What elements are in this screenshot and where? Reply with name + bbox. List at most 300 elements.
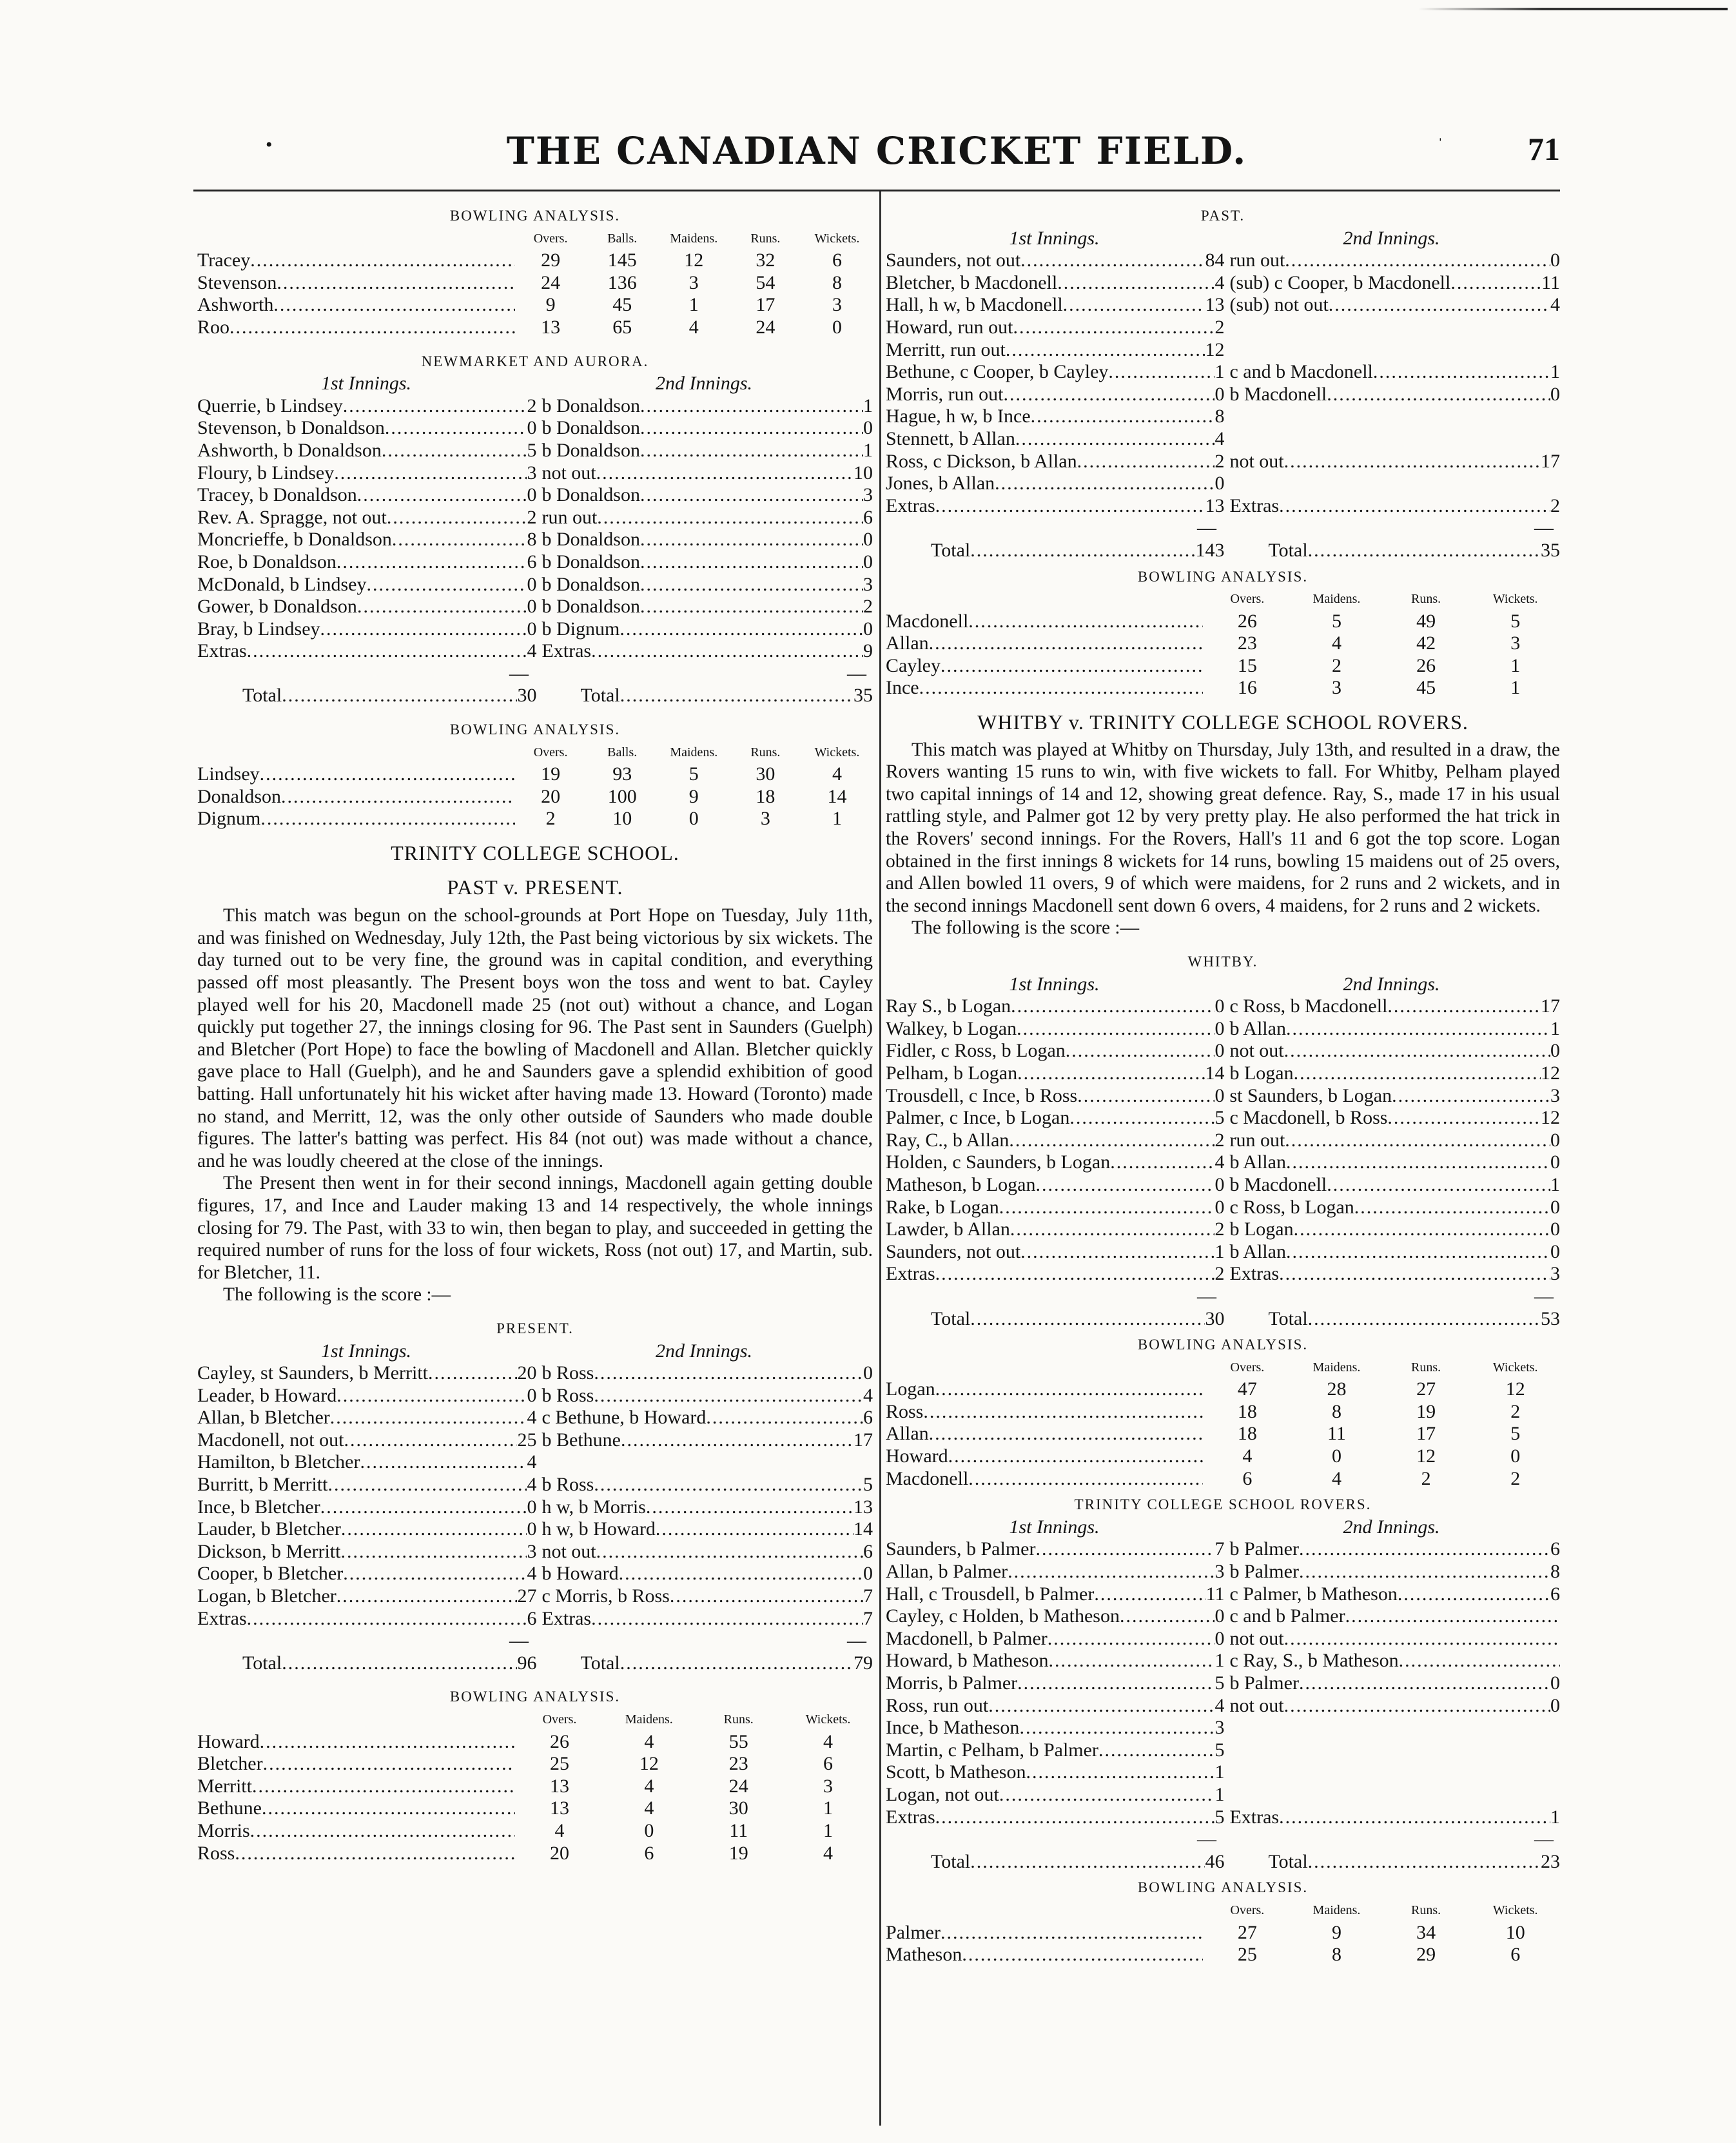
second-innings-runs: 8	[1550, 1561, 1560, 1583]
bowling-figure: 8	[1332, 1400, 1341, 1422]
dot-leader	[343, 1563, 527, 1585]
dot-leader	[247, 640, 527, 663]
second-innings-runs: 12	[1541, 1062, 1560, 1084]
section-heading-whitby: WHITBY v. TRINITY COLLEGE SCHOOL ROVERS.	[977, 710, 1468, 734]
bowling-title: BOWLING ANALYSIS.	[449, 1688, 621, 1705]
second-innings-runs: 0	[1550, 1040, 1560, 1062]
total-label: Total	[1268, 1307, 1308, 1329]
batsman-dismissal: Merritt, run out	[886, 338, 1006, 360]
first-innings-cell	[886, 1085, 1229, 1108]
bowling-figure: 6	[823, 1753, 834, 1775]
first-innings-cell	[886, 1062, 1229, 1085]
second-innings-cell	[1229, 1107, 1560, 1130]
dot-leader	[250, 1820, 515, 1843]
rule-mark: —	[509, 662, 529, 684]
dot-leader	[935, 1263, 1215, 1286]
page-title: THE CANADIAN CRICKET FIELD.	[506, 129, 1247, 173]
batting-row	[197, 1407, 873, 1429]
bowling-column-header: Runs.	[1411, 1903, 1441, 1917]
dot-leader	[343, 395, 527, 418]
first-innings-runs: 1	[1214, 1761, 1225, 1783]
dot-leader	[929, 632, 1203, 655]
bowler-name: Merritt	[197, 1775, 252, 1797]
batting-row	[886, 406, 1560, 428]
batting-row	[886, 1717, 1560, 1739]
first-innings-cell	[197, 529, 541, 551]
bowler-row	[197, 272, 873, 295]
innings-headings	[886, 1516, 1560, 1539]
header-rule	[193, 190, 1560, 191]
first-innings-cell	[886, 361, 1229, 384]
first-innings-runs: 6	[527, 551, 537, 572]
bowling-column-header: Maidens.	[1312, 1360, 1361, 1375]
bowler-name: Tracey	[197, 250, 251, 271]
second-innings-runs: 10	[853, 462, 873, 484]
dot-leader	[621, 1429, 853, 1452]
dot-leader	[1279, 1806, 1550, 1829]
second-innings-total	[1229, 540, 1560, 562]
second-innings-dismissal: b Palmer	[1229, 1538, 1299, 1560]
dot-leader	[1098, 1739, 1215, 1762]
bowling-figure: 2	[545, 808, 556, 830]
first-innings-runs: 12	[1205, 338, 1225, 360]
dot-leader	[620, 1652, 853, 1675]
dot-leader	[619, 618, 863, 641]
dot-leader	[1286, 1151, 1550, 1174]
second-innings-cell	[1229, 1583, 1560, 1606]
total-value: 79	[853, 1652, 873, 1674]
dot-leader	[919, 677, 1203, 700]
second-innings-dismissal: st Saunders, b Logan	[1229, 1084, 1392, 1106]
first-innings-runs: 20	[517, 1362, 537, 1384]
dot-leader	[282, 685, 517, 707]
batting-row	[886, 294, 1560, 317]
batting-row	[886, 250, 1560, 272]
second-innings-cell	[1229, 1672, 1560, 1695]
batting-row	[886, 1174, 1560, 1197]
first-innings-runs: 4	[1214, 427, 1225, 449]
batsman-dismissal: Logan, not out	[886, 1783, 999, 1805]
second-innings-cell	[1229, 1561, 1560, 1583]
first-innings-runs: 0	[1214, 1605, 1225, 1627]
batting-row	[886, 1040, 1560, 1062]
first-innings-cell	[886, 317, 1229, 339]
innings-1-heading: 1st Innings.	[1009, 973, 1100, 995]
first-innings-cell	[197, 1541, 541, 1563]
bowler-row	[886, 1423, 1560, 1445]
batting-row	[197, 395, 873, 418]
bowler-row	[197, 1776, 873, 1798]
bowler-name-cell	[886, 1944, 1203, 1966]
dot-leader	[1299, 1561, 1550, 1583]
bowler-name-cell	[197, 1731, 515, 1754]
first-innings-runs: 0	[527, 1518, 537, 1540]
bowling-column-header: Runs.	[750, 231, 781, 246]
bowling-figure: 8	[1332, 1944, 1341, 1966]
second-innings-cell	[541, 484, 873, 507]
bowling-figure: 0	[644, 1819, 654, 1841]
first-innings-runs: 2	[1214, 1129, 1225, 1151]
bowling-column-header: Maidens.	[670, 231, 718, 246]
bowling-figure: 26	[1237, 610, 1257, 632]
first-innings-runs: 5	[1214, 1107, 1225, 1129]
second-innings-runs: 3	[863, 484, 873, 506]
bowling-figure: 4	[1332, 1467, 1341, 1489]
dot-leader	[594, 1385, 863, 1407]
first-innings-runs: 4	[1214, 271, 1225, 293]
total-label: Total	[931, 1307, 971, 1329]
dot-leader	[591, 1608, 863, 1630]
dot-leader	[1066, 1040, 1215, 1062]
second-innings-dismissal: b Bethune	[541, 1429, 621, 1451]
second-innings-cell	[1229, 317, 1560, 339]
dot-leader	[1398, 1583, 1550, 1606]
second-innings-dismissal: h w, b Morris	[541, 1496, 646, 1518]
batsman-dismissal: Extras	[197, 1607, 247, 1629]
bowling-figure: 23	[1237, 632, 1257, 654]
first-innings-runs: 8	[527, 529, 537, 551]
second-innings-runs: 4	[863, 1384, 873, 1406]
second-innings-dismissal: b Ross	[541, 1384, 594, 1406]
first-innings-runs: 14	[1205, 1062, 1225, 1084]
first-innings-runs: 11	[1205, 1583, 1225, 1605]
dot-leader	[1284, 451, 1541, 473]
bowling-figure: 4	[644, 1730, 654, 1752]
dot-leader	[1057, 272, 1214, 295]
dot-leader	[250, 250, 514, 272]
second-innings-cell	[541, 1518, 873, 1541]
dot-leader	[597, 507, 863, 529]
bowling-column-headers	[197, 741, 873, 764]
first-innings-cell	[886, 1107, 1229, 1130]
second-innings-dismissal: Extras	[541, 640, 592, 662]
second-innings-cell	[541, 507, 873, 529]
batsman-dismissal: Stevenson, b Donaldson	[197, 417, 385, 439]
second-innings-cell	[1229, 451, 1560, 473]
batting-row	[886, 1761, 1560, 1784]
bowling-column-headers	[886, 588, 1560, 611]
bowler-name: Ince	[886, 677, 919, 699]
rule-mark: —	[847, 1630, 866, 1652]
first-innings-cell	[886, 995, 1229, 1018]
first-innings-runs: 4	[527, 1407, 537, 1429]
second-innings-cell	[541, 440, 873, 462]
bowling-figure: 12	[1416, 1445, 1436, 1467]
bowler-name: Allan	[886, 632, 929, 654]
batting-row	[886, 1151, 1560, 1174]
batting-row	[886, 1561, 1560, 1583]
column-divider	[879, 191, 881, 2126]
second-innings-runs: 1	[863, 439, 873, 461]
bowling-column-header: Wickets.	[814, 745, 860, 759]
bowling-figure: 136	[607, 271, 637, 293]
second-innings-runs: 0	[863, 1362, 873, 1384]
section-heading-trinity: TRINITY COLLEGE SCHOOL.	[391, 841, 679, 865]
batting-row	[197, 640, 873, 663]
left-column	[197, 205, 873, 1864]
second-innings-dismissal: b Donaldson	[541, 484, 640, 506]
first-innings-runs: 13	[1205, 494, 1225, 516]
first-innings-runs: 2	[527, 506, 537, 528]
bowling-figure: 13	[541, 316, 561, 338]
second-innings-runs: 5	[863, 1474, 873, 1496]
first-innings-cell	[197, 551, 541, 574]
scorecard-title: WHITBY.	[1187, 954, 1258, 970]
first-innings-runs: 0	[1214, 995, 1225, 1017]
total-row	[886, 540, 1560, 562]
batsman-dismissal: Morris, b Palmer	[886, 1672, 1018, 1694]
bowler-name-cell	[886, 1423, 1203, 1445]
dot-leader	[1308, 1308, 1541, 1331]
dot-leader	[1308, 1851, 1541, 1874]
first-innings-cell	[886, 473, 1229, 495]
dot-leader	[670, 1585, 863, 1608]
batsman-dismissal: Extras	[886, 1806, 935, 1828]
bowling-figure: 18	[756, 785, 775, 807]
first-innings-cell	[886, 1583, 1229, 1606]
second-innings-runs: 14	[853, 1518, 873, 1540]
second-innings-dismissal: b Donaldson	[541, 417, 640, 439]
first-innings-cell	[197, 395, 541, 418]
bowling-figure: 23	[728, 1753, 748, 1775]
bowling-figure: 25	[1237, 1944, 1257, 1966]
bowling-figure: 4	[1242, 1445, 1253, 1467]
batsman-dismissal: Bray, b Lindsey	[197, 618, 320, 640]
dot-leader	[929, 1423, 1203, 1445]
bowling-figure: 10	[612, 808, 632, 830]
bowling-title: BOWLING ANALYSIS.	[449, 208, 621, 224]
dot-leader	[1031, 406, 1215, 428]
header-spacer	[197, 741, 515, 764]
batsman-dismissal: Burritt, b Merritt	[197, 1474, 328, 1496]
bowling-column-header: Overs.	[533, 745, 568, 759]
second-innings-cell	[1229, 1241, 1560, 1264]
bowling-figure: 1	[823, 1797, 834, 1819]
second-innings-dismissal: c Palmer, b Matheson	[1229, 1583, 1398, 1605]
first-innings-cell	[886, 1538, 1229, 1561]
second-innings-runs: 0	[1550, 1151, 1560, 1173]
second-innings-runs: 0	[863, 551, 873, 572]
bowler-name: Ross	[197, 1842, 235, 1864]
bowling-figure: 4	[832, 763, 842, 785]
total-value: 23	[1541, 1850, 1560, 1872]
bowling-analysis-3	[197, 1686, 873, 1864]
bowler-row	[886, 632, 1560, 655]
dot-leader	[1327, 1174, 1550, 1197]
first-innings-runs: 3	[527, 462, 537, 484]
total-row	[886, 1308, 1560, 1331]
batsman-dismissal: Macdonell, not out	[197, 1429, 344, 1451]
dot-leader	[357, 596, 527, 618]
batsman-dismissal: Extras	[197, 640, 247, 662]
second-innings-cell	[1229, 1650, 1560, 1672]
bowler-name-cell	[886, 1922, 1203, 1944]
dot-leader	[999, 1784, 1215, 1806]
total-label: Total	[1268, 1850, 1308, 1872]
second-innings-cell	[541, 395, 873, 418]
second-innings-cell	[1229, 473, 1560, 495]
bowler-name-cell	[197, 1820, 515, 1843]
whitby-report-paragraph: This match was played at Whitby on Thursday, July 13th, and resulted in a draw, the Rovers wanting 15 runs to win, with five wickets to fall. For Whitby, Pelham played two capital innings of 14 and 12, showing great defence. Ray, S., made 17 in his usual rattling style, and Palmer got 12 by very pretty play. He also performed the hat trick in the Rovers' second innings. For the Rovers, Hall's 11 and 6 got the top score. Logan obtained in the first innings 8 wickets for 14 runs, bowling 15 maidens out of 25 overs, and Allen bowled 11 overs, 9 of which were maidens, for 2 runs and 2 wickets, and in the second innings Macdonell sent down 6 overs, 4 maidens, for 2 runs and 2 wickets.	[886, 739, 1560, 916]
bowling-figure: 2	[1421, 1467, 1431, 1489]
second-innings-dismissal: not out	[1229, 1627, 1284, 1649]
first-innings-cell	[886, 294, 1229, 317]
first-innings-cell	[886, 1739, 1229, 1762]
second-innings-cell	[1229, 294, 1560, 317]
bowling-figure: 4	[554, 1819, 565, 1841]
bowling-figure: 2	[1332, 654, 1341, 676]
second-innings-dismissal: b Macdonell	[1229, 1173, 1327, 1195]
dot-leader	[619, 1563, 863, 1585]
second-innings-cell	[541, 640, 873, 663]
batsman-dismissal: Rev. A. Spragge, not out	[197, 506, 387, 528]
batsman-dismissal: Holden, c Saunders, b Logan	[886, 1151, 1111, 1173]
dot-leader	[1110, 1151, 1214, 1174]
bowling-figure: 5	[1510, 1423, 1521, 1445]
bowler-name-cell	[886, 1445, 1203, 1468]
dot-leader	[999, 1197, 1215, 1219]
second-innings-dismissal: Extras	[1229, 1263, 1280, 1285]
bowling-figure: 15	[1237, 654, 1257, 676]
second-innings-runs: 2	[1550, 494, 1560, 516]
batting-row	[886, 1806, 1560, 1829]
dot-leader	[640, 395, 863, 418]
dot-leader	[1299, 1538, 1550, 1561]
bowling-column-header: Overs.	[1230, 1903, 1265, 1917]
dot-leader	[320, 1496, 527, 1519]
second-innings-dismissal: b Allan	[1229, 1017, 1286, 1039]
second-innings-runs: 2	[863, 596, 873, 618]
bowling-column-header: Runs.	[1411, 592, 1441, 607]
bowler-row	[197, 763, 873, 786]
bowling-column-header: Maidens.	[670, 745, 718, 759]
dot-leader	[594, 1474, 863, 1496]
second-innings-cell	[1229, 1784, 1560, 1806]
total-label: Total	[242, 685, 282, 707]
first-innings-runs: 2	[527, 395, 537, 416]
batsman-dismissal: Leader, b Howard	[197, 1384, 337, 1406]
bowling-figure: 0	[688, 808, 699, 830]
second-innings-dismissal: c Ross, b Macdonell	[1229, 995, 1388, 1017]
batsman-dismissal: Roe, b Donaldson	[197, 551, 336, 572]
dot-leader	[988, 1695, 1214, 1717]
batsman-dismissal: Lauder, b Bletcher	[197, 1518, 341, 1540]
second-innings-dismissal: (sub) not out	[1229, 294, 1329, 316]
batsman-dismissal: Pelham, b Logan	[886, 1062, 1018, 1084]
bowling-figure: 4	[823, 1842, 834, 1864]
bowling-analysis-1	[197, 205, 873, 339]
batting-row	[886, 1605, 1560, 1628]
batsman-dismissal: Cooper, b Bletcher	[197, 1563, 344, 1585]
dot-leader	[382, 440, 527, 462]
batsman-dismissal: Stennett, b Allan	[886, 427, 1015, 449]
batsman-dismissal: Allan, b Bletcher	[197, 1407, 330, 1429]
bowling-figure: 16	[1237, 677, 1257, 699]
dot-leader	[640, 529, 863, 551]
bowling-figure: 9	[1332, 1921, 1341, 1943]
total-value: 46	[1205, 1850, 1225, 1872]
batting-row	[197, 529, 873, 551]
first-innings-cell	[197, 596, 541, 618]
first-innings-runs: 0	[527, 1384, 537, 1406]
second-innings-runs: 0	[1550, 1694, 1560, 1716]
bowling-column-header: Overs.	[542, 1712, 577, 1727]
second-innings-runs: 1	[863, 395, 873, 416]
batsman-dismissal: Rake, b Logan	[886, 1196, 999, 1218]
second-innings-runs: 0	[1550, 1218, 1560, 1240]
batsman-dismissal: Saunders, not out	[886, 1240, 1021, 1262]
dot-leader	[387, 507, 527, 529]
second-innings-dismissal: not out	[1229, 1040, 1284, 1062]
batsman-dismissal: Bletcher, b Macdonell	[886, 271, 1058, 293]
scorecard-title: PAST.	[1200, 208, 1245, 224]
header-spacer	[197, 228, 515, 250]
innings-2-heading: 2nd Innings.	[1343, 973, 1440, 995]
batting-row	[886, 1263, 1560, 1286]
bowling-figure: 25	[549, 1753, 569, 1775]
batting-row	[197, 1563, 873, 1585]
dot-leader	[640, 417, 863, 440]
second-innings-dismissal: (sub) c Cooper, b Macdonell	[1229, 271, 1451, 293]
first-innings-runs: 4	[1214, 1151, 1225, 1173]
batsman-dismissal: Ince, b Bletcher	[197, 1496, 320, 1518]
second-innings-dismissal: c and b Macdonell	[1229, 361, 1373, 383]
total-rule	[197, 663, 873, 685]
batsman-dismissal: Moncrieffe, b Donaldson	[197, 529, 392, 551]
second-innings-runs: 11	[1541, 271, 1560, 293]
batting-row	[886, 1197, 1560, 1219]
second-innings-dismissal: b Howard	[541, 1563, 619, 1585]
batsman-dismissal: Dickson, b Merritt	[197, 1540, 341, 1562]
dot-leader	[357, 484, 527, 507]
dot-leader	[336, 1385, 527, 1407]
first-innings-runs: 6	[527, 1607, 537, 1629]
bowling-figure: 93	[612, 763, 632, 785]
bowler-row	[886, 1944, 1560, 1966]
first-innings-runs: 8	[1214, 406, 1225, 427]
batsman-dismissal: Cayley, st Saunders, b Merritt	[197, 1362, 428, 1384]
bowler-name-cell	[197, 272, 515, 295]
second-innings-runs: 12	[1541, 1107, 1560, 1129]
batting-row	[886, 1650, 1560, 1672]
dot-leader	[1279, 1263, 1550, 1286]
batting-row	[197, 440, 873, 462]
bowler-row	[886, 1922, 1560, 1944]
bowling-figure: 145	[607, 250, 637, 271]
innings-1-heading: 1st Innings.	[1009, 227, 1100, 249]
first-innings-runs: 0	[1214, 1173, 1225, 1195]
batting-row	[197, 1385, 873, 1407]
dot-leader	[941, 655, 1203, 678]
dot-leader	[970, 1308, 1205, 1331]
first-innings-runs: 3	[1214, 1561, 1225, 1583]
dot-leader	[1120, 1605, 1214, 1628]
innings-1-heading: 1st Innings.	[1009, 1516, 1100, 1538]
second-innings-dismissal: b Ross	[541, 1362, 594, 1384]
first-innings-cell	[197, 484, 541, 507]
second-innings-cell	[1229, 1761, 1560, 1784]
first-innings-runs: 0	[1214, 1627, 1225, 1649]
bowling-figure: 30	[728, 1797, 748, 1819]
first-innings-cell	[886, 1605, 1229, 1628]
bowling-figure: 3	[823, 1775, 834, 1797]
batsman-dismissal: Ross, run out	[886, 1694, 989, 1716]
bowling-figure: 2	[1510, 1400, 1521, 1422]
bowling-column-header: Runs.	[1411, 1360, 1441, 1375]
bowler-name: Matheson	[886, 1944, 962, 1966]
bowler-row	[197, 250, 873, 272]
first-innings-cell	[886, 1717, 1229, 1739]
